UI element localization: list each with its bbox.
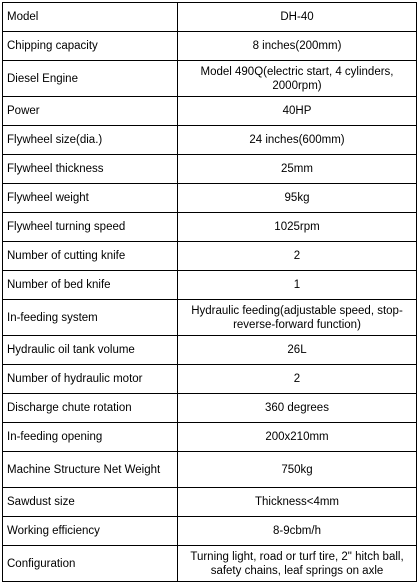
row-value: 8 inches(200mm) xyxy=(178,32,417,61)
row-label: Diesel Engine xyxy=(3,61,178,97)
row-label: Flywheel size(dia.) xyxy=(3,126,178,155)
row-label: Number of hydraulic motor xyxy=(3,365,178,394)
table-row-hydraulic-motor xyxy=(3,365,417,394)
row-label: Machine Structure Net Weight xyxy=(3,452,178,488)
row-value: 750kg xyxy=(178,452,417,488)
row-value: 8-9cbm/h xyxy=(178,517,417,546)
table-row-model xyxy=(3,3,417,32)
row-value: 26L xyxy=(178,336,417,365)
row-label: Chipping capacity xyxy=(3,32,178,61)
row-label: Flywheel thickness xyxy=(3,155,178,184)
row-label: In-feeding system xyxy=(3,300,178,336)
row-value: DH-40 xyxy=(178,3,417,32)
row-label: Hydraulic oil tank volume xyxy=(3,336,178,365)
table-row-hydraulic-oil-tank xyxy=(3,336,417,365)
row-label: Discharge chute rotation xyxy=(3,394,178,423)
table-row-flywheel-thickness xyxy=(3,155,417,184)
table-row-working-efficiency xyxy=(3,517,417,546)
table-row-flywheel-weight xyxy=(3,184,417,213)
row-label: Number of cutting knife xyxy=(3,242,178,271)
table-row-net-weight xyxy=(3,452,417,488)
row-label: Flywheel turning speed xyxy=(3,213,178,242)
table-row-in-feeding-system xyxy=(3,300,417,336)
row-value: Model 490Q(electric start, 4 cylinders, 2000rpm) xyxy=(178,61,417,97)
row-label: Configuration xyxy=(3,546,178,582)
row-label: Sawdust size xyxy=(3,488,178,517)
table-row-bed-knife xyxy=(3,271,417,300)
row-value: Turning light, road or turf tire, 2" hitch ball, safety chains, leaf springs on axle xyxy=(178,546,417,582)
row-value: 25mm xyxy=(178,155,417,184)
row-value: 24 inches(600mm) xyxy=(178,126,417,155)
row-value: Thickness<4mm xyxy=(178,488,417,517)
row-label: Model xyxy=(3,3,178,32)
table-row-power xyxy=(3,97,417,126)
row-value: 40HP xyxy=(178,97,417,126)
table-row-chipping-capacity xyxy=(3,32,417,61)
row-label: In-feeding opening xyxy=(3,423,178,452)
row-value: 1 xyxy=(178,271,417,300)
spec-table xyxy=(2,2,417,582)
row-value: 200x210mm xyxy=(178,423,417,452)
row-value: 95kg xyxy=(178,184,417,213)
table-row-flywheel-turning-speed xyxy=(3,213,417,242)
table-row-sawdust-size xyxy=(3,488,417,517)
row-value: 1025rpm xyxy=(178,213,417,242)
row-label: Number of bed knife xyxy=(3,271,178,300)
table-row-in-feeding-opening xyxy=(3,423,417,452)
table-row-diesel-engine xyxy=(3,61,417,97)
table-row-flywheel-size xyxy=(3,126,417,155)
table-row-discharge-chute xyxy=(3,394,417,423)
row-value: Hydraulic feeding(adjustable speed, stop-reverse-forward function) xyxy=(178,300,417,336)
row-label: Working efficiency xyxy=(3,517,178,546)
row-value: 2 xyxy=(178,242,417,271)
table-row-cutting-knife xyxy=(3,242,417,271)
row-label: Flywheel weight xyxy=(3,184,178,213)
row-value: 2 xyxy=(178,365,417,394)
row-value: 360 degrees xyxy=(178,394,417,423)
row-label: Power xyxy=(3,97,178,126)
